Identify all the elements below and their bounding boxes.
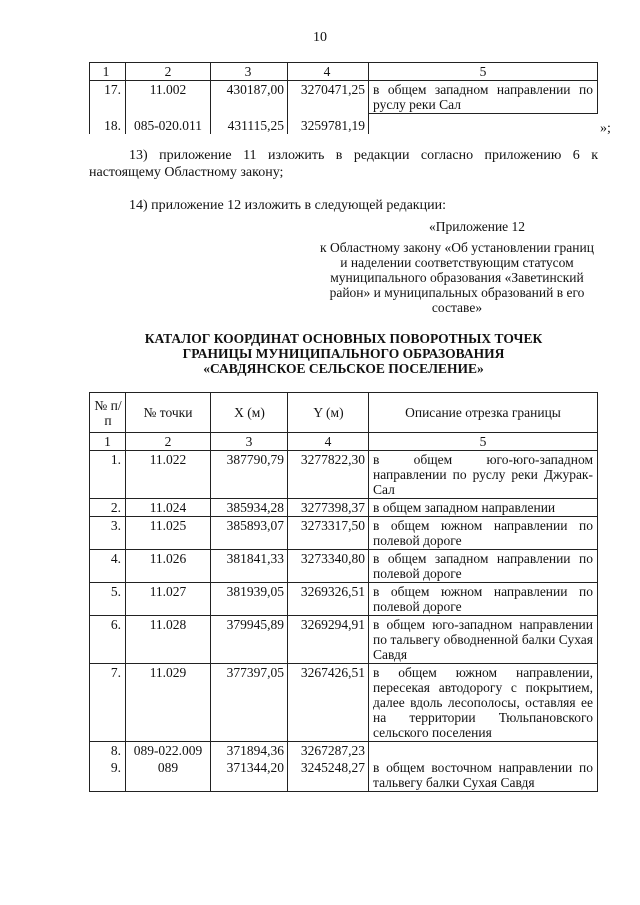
segment-description: в общем южном направлении по полевой дороге xyxy=(369,517,598,550)
x-coordinate: 381939,05 xyxy=(211,583,288,616)
table-row xyxy=(90,759,598,792)
y-coordinate: 3245248,27 xyxy=(288,759,369,792)
table-row xyxy=(90,81,598,114)
row-number: 9. xyxy=(90,759,126,792)
segment-description: в общем юго-юго-западном направлении по руслу реки Джурак-Сал xyxy=(369,451,598,499)
table-row xyxy=(90,114,598,134)
point-number: 089-022.009 xyxy=(126,742,211,760)
point-number: 11.026 xyxy=(126,550,211,583)
paragraph-13: 13) приложение 11 изложить в редакции согласно приложению 6 к настоящему Областному закону; xyxy=(89,148,598,180)
row-number: 7. xyxy=(90,664,126,742)
table-header-row xyxy=(90,393,598,433)
column-index-row xyxy=(90,433,598,451)
y-coordinate: 3277398,37 xyxy=(288,499,369,517)
segment-description: в общем восточном направлении по тальвегу балки Сухая Савдя xyxy=(369,759,598,792)
col-index: 4 xyxy=(288,433,369,451)
segment-description: в общем западном направлении по полевой дороге xyxy=(369,550,598,583)
row-number: 6. xyxy=(90,616,126,664)
row-number: 3. xyxy=(90,517,126,550)
column-header: № п/п xyxy=(90,393,126,433)
y-coordinate: 3267287,23 xyxy=(288,742,369,760)
y-coordinate: 3277822,30 xyxy=(288,451,369,499)
table-row xyxy=(90,742,598,760)
column-header: X (м) xyxy=(211,393,288,433)
segment-description: в общем западном направлении xyxy=(369,499,598,517)
segment-description: в общем южном направлении по полевой дороге xyxy=(369,583,598,616)
point-number: 085-020.011 xyxy=(126,114,211,134)
x-coordinate: 385934,28 xyxy=(211,499,288,517)
table-row xyxy=(90,664,598,742)
x-coordinate: 385893,07 xyxy=(211,517,288,550)
x-coordinate: 371894,36 xyxy=(211,742,288,760)
appendix-title: «Приложение 12 xyxy=(428,219,526,234)
table-row xyxy=(90,499,598,517)
x-coordinate: 371344,20 xyxy=(211,759,288,792)
point-number: 089 xyxy=(126,759,211,792)
continuation-table xyxy=(89,62,598,134)
page-number: 10 xyxy=(313,30,327,45)
paragraph-14: 14) приложение 12 изложить в следующей редакции: xyxy=(129,198,446,213)
x-coordinate: 379945,89 xyxy=(211,616,288,664)
x-coordinate: 387790,79 xyxy=(211,451,288,499)
col-index: 2 xyxy=(126,433,211,451)
segment-description: в общем западном направлении по руслу реки Сал xyxy=(369,81,598,114)
table-row xyxy=(90,583,598,616)
x-coordinate: 430187,00 xyxy=(211,81,288,114)
x-coordinate: 377397,05 xyxy=(211,664,288,742)
table-row xyxy=(90,616,598,664)
row-number: 18. xyxy=(90,114,126,134)
col-index: 5 xyxy=(369,433,598,451)
y-coordinate: 3270471,25 xyxy=(288,81,369,114)
table-row xyxy=(90,451,598,499)
y-coordinate: 3273340,80 xyxy=(288,550,369,583)
table-row xyxy=(90,550,598,583)
closing-quote: »; xyxy=(600,121,611,136)
point-number: 11.022 xyxy=(126,451,211,499)
col-index: 3 xyxy=(211,433,288,451)
col-index-2: 2 xyxy=(126,63,211,81)
row-number: 8. xyxy=(90,742,126,760)
point-number: 11.002 xyxy=(126,81,211,114)
y-coordinate: 3269294,91 xyxy=(288,616,369,664)
y-coordinate: 3273317,50 xyxy=(288,517,369,550)
catalog-title-line: «САВДЯНСКОЕ СЕЛЬСКОЕ ПОСЕЛЕНИЕ» xyxy=(203,361,484,376)
y-coordinate: 3269326,51 xyxy=(288,583,369,616)
appendix-text: к Областному закону «Об установлении границ и наделении соответствующим статусом муниципального образования «Заветинский район» и муниципальных образований в его составе» xyxy=(320,240,594,315)
catalog-title-line: КАТАЛОГ КООРДИНАТ ОСНОВНЫХ ПОВОРОТНЫХ ТОЧЕК xyxy=(144,331,543,346)
row-number: 4. xyxy=(90,550,126,583)
x-coordinate: 381841,33 xyxy=(211,550,288,583)
point-number: 11.024 xyxy=(126,499,211,517)
row-number: 17. xyxy=(90,81,126,114)
point-number: 11.027 xyxy=(126,583,211,616)
row-number: 1. xyxy=(90,451,126,499)
y-coordinate: 3267426,51 xyxy=(288,664,369,742)
segment-description: в общем юго-западном направлении по тальвегу обводненной балки Сухая Савдя xyxy=(369,616,598,664)
catalog-title-line: ГРАНИЦЫ МУНИЦИПАЛЬНОГО ОБРАЗОВАНИЯ xyxy=(182,346,505,361)
column-header: Y (м) xyxy=(288,393,369,433)
appendix-heading xyxy=(316,219,598,315)
point-number: 11.025 xyxy=(126,517,211,550)
catalog-title xyxy=(89,331,598,376)
row-number: 5. xyxy=(90,583,126,616)
x-coordinate: 431115,25 xyxy=(211,114,288,134)
column-header: № точки xyxy=(126,393,211,433)
coordinates-table xyxy=(89,392,598,792)
column-header: Описание отрезка границы xyxy=(369,393,598,433)
table-row xyxy=(90,517,598,550)
col-index-1: 1 xyxy=(90,63,126,81)
col-index-4: 4 xyxy=(288,63,369,81)
segment-description xyxy=(369,742,598,760)
col-index-5: 5 xyxy=(369,63,598,81)
col-index: 1 xyxy=(90,433,126,451)
segment-description: в общем южном направлении, пересекая автодорогу с покрытием, далее вдоль лесополосы, оставляя ее на территории Тюльпановского сельского поселения xyxy=(369,664,598,742)
col-index-3: 3 xyxy=(211,63,288,81)
segment-description xyxy=(369,114,598,134)
row-number: 2. xyxy=(90,499,126,517)
y-coordinate: 3259781,19 xyxy=(288,114,369,134)
point-number: 11.028 xyxy=(126,616,211,664)
table-header-row xyxy=(90,63,598,81)
point-number: 11.029 xyxy=(126,664,211,742)
